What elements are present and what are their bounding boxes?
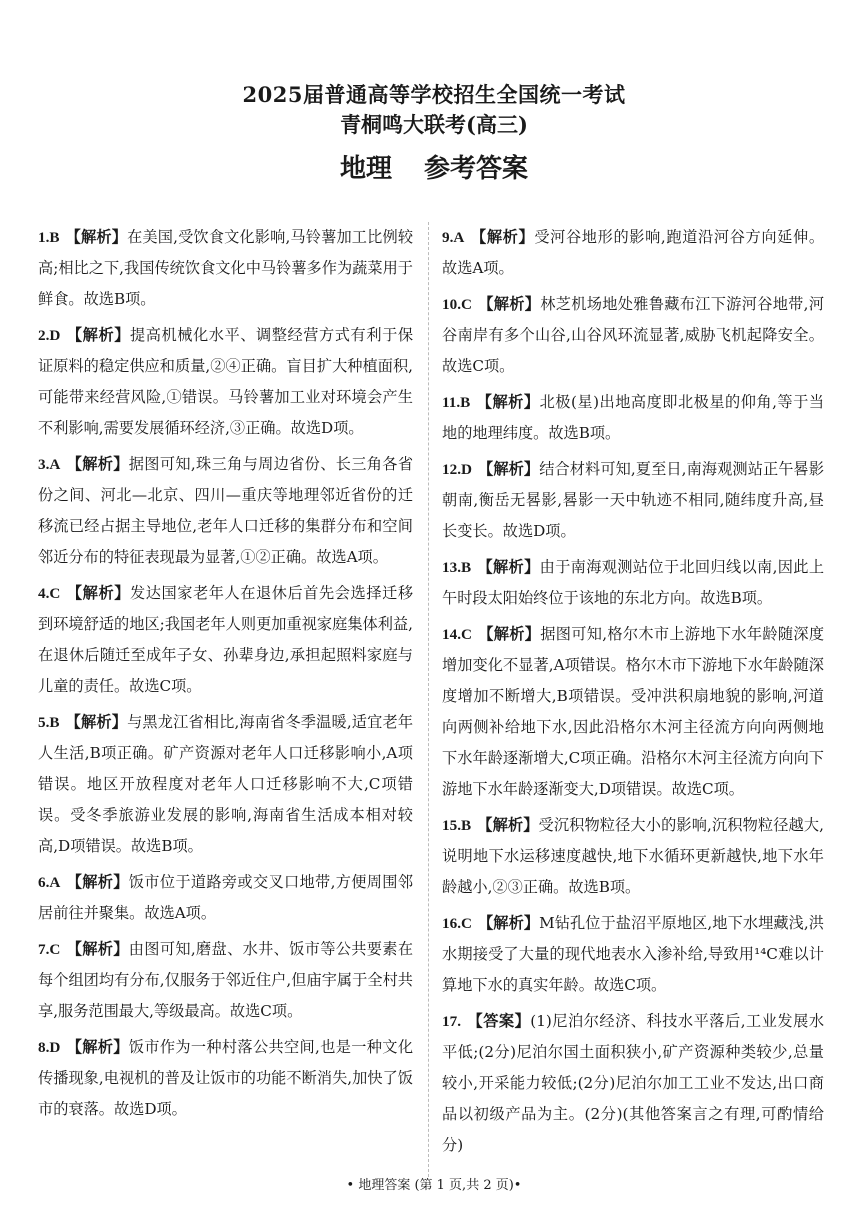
answer-choice: C [49, 941, 61, 958]
answer-choice: A [49, 874, 61, 891]
explanation-text: 与黑龙江省相比,海南省冬季温暖,适宜老年人生活,B项正确。矿产资源对老年人口迁移影响小,A项错误。地区开放程度对老年人口迁移影响不大,C项错误。受冬季旅游业发展的影响,海南省生活成本相对较高,D项错误。故选B项。 [38, 713, 414, 855]
analysis-tag: 【解析】 [66, 873, 129, 891]
answer-choice: A [453, 229, 465, 246]
explanation-text: 受河谷地形的影响,跑道沿河谷方向延伸。故选A项。 [442, 228, 825, 277]
analysis-tag: 【解析】 [66, 1038, 129, 1056]
analysis-tag: 【解析】 [477, 460, 540, 478]
answer-choice: C [460, 626, 472, 643]
explanation-text: 据图可知,珠三角与周边省份、长三角各省份之间、河北—北京、四川—重庆等地理邻近省份的迁移流已经占据主导地位,老年人口迁移的集群分布和空间邻近分布的特征表现最为显著,①②正确。故选A项。 [38, 455, 414, 566]
page-footer: • 地理答案 (第 1 页,共 2 页)• [346, 1178, 522, 1193]
question-number: 2. [38, 327, 50, 344]
answer-item [442, 908, 824, 1001]
question-number: 12. [442, 461, 461, 478]
question-number: 3. [38, 456, 50, 473]
answer-item [38, 707, 413, 862]
answer-item [38, 1032, 413, 1125]
analysis-tag: 【解析】 [66, 455, 129, 473]
answer-key-label: 参考答案 [424, 154, 529, 184]
explanation-text: 结合材料可知,夏至日,南海观测站正午晷影朝南,衡岳无晷影,晷影一天中轨迹不相同,随纬度升高,昼长变长。故选D项。 [442, 460, 825, 540]
question-number: 14. [442, 626, 461, 643]
question-number: 5. [38, 714, 50, 731]
explanation-text: 饭市作为一种村落公共空间,也是一种文化传播现象,电视机的普及让饭市的功能不断消失,加快了饭市的衰落。故选D项。 [38, 1038, 414, 1118]
question-number: 8. [38, 1039, 50, 1056]
explanation-text: 由图可知,磨盘、水井、饭市等公共要素在每个组团均有分布,仅服务于邻近住户,但庙宇属于全村共享,服务范围最大,等级最高。故选C项。 [38, 940, 414, 1020]
explanation-text: 北极(星)出地高度即北极星的仰角,等于当地的地理纬度。故选B项。 [442, 393, 825, 442]
answer-choice: B [460, 394, 471, 411]
analysis-tag: 【解析】 [477, 558, 540, 576]
explanation-text: 提高机械化水平、调整经营方式有利于保证原料的稳定供应和质量,②④正确。盲目扩大种植面积,可能带来经营风险,①错误。马铃薯加工业对环境会产生不利影响,需要发展循环经济,③正确。故选D项。 [38, 326, 414, 437]
analysis-tag: 【解析】 [66, 584, 130, 602]
analysis-tag: 【解析】 [65, 228, 128, 246]
document-header [0, 80, 868, 188]
question-number: 6. [38, 874, 50, 891]
analysis-tag: 【解析】 [476, 393, 540, 411]
analysis-tag: 【解析】 [66, 326, 130, 344]
section-title [0, 150, 868, 188]
answer-choice: D [49, 1039, 61, 1056]
answer-item [442, 454, 824, 547]
analysis-tag: 【解析】 [477, 625, 541, 643]
answer-choice: D [49, 327, 61, 344]
answer-item [442, 810, 824, 903]
answer-choice: C [49, 585, 61, 602]
question-number: 11. [442, 394, 461, 411]
answer-item [442, 1006, 824, 1161]
answer-item [442, 289, 824, 382]
explanation-text: 据图可知,格尔木市上游地下水年龄随深度增加变化不显著,A项错误。格尔木市下游地下水年龄随深度增加不断增大,B项错误。受冲洪积扇地貌的影响,河道向两侧补给地下水,因此沿格尔木河主径流方向向两侧地下水年龄逐渐增大,C项正确。沿格尔木河主径流方向向下游地下水年龄逐渐变大,D项错误。故选C项。 [442, 625, 825, 798]
answer-choice: B [460, 817, 472, 834]
right-column [442, 222, 824, 1166]
explanation-text: 发达国家老年人在退休后首先会选择迁移到环境舒适的地区;我国老年人则更加重视家庭集体利益,在退休后随迁至成年子女、孙辈身边,承担起照料家庭与儿童的责任。故选C项。 [38, 584, 414, 695]
answer-choice: C [460, 296, 472, 313]
analysis-tag: 【答案】 [466, 1012, 531, 1030]
answer-choice: C [460, 915, 472, 932]
subject-label: 地理 [339, 154, 392, 184]
answer-choice: D [460, 461, 472, 478]
analysis-tag: 【解析】 [477, 914, 540, 932]
answer-choice: A [49, 456, 61, 473]
question-number: 1. [38, 229, 50, 246]
analysis-tag: 【解析】 [477, 816, 539, 834]
question-number: 15. [442, 817, 461, 834]
column-divider [428, 222, 429, 1177]
question-number: 7. [38, 941, 50, 958]
explanation-text: 由于南海观测站位于北回归线以南,因此上午时段太阳始终位于该地的东北方向。故选B项。 [442, 558, 825, 607]
exam-title: 2025届普通高等学校招生全国统一考试 [242, 82, 626, 107]
answer-item [38, 934, 413, 1027]
explanation-text: M钻孔位于盐沼平原地区,地下水埋藏浅,洪水期接受了大量的现代地表水入渗补给,导致用¹⁴C难以计算地下水的真实年龄。故选C项。 [442, 914, 824, 994]
answer-item [442, 619, 824, 805]
answer-item [38, 222, 413, 315]
answer-item [38, 578, 413, 702]
explanation-text: 在美国,受饮食文化影响,马铃薯加工比例较高;相比之下,我国传统饮食文化中马铃薯多作为蔬菜用于鲜食。故选B项。 [38, 228, 414, 308]
explanation-text: 饭市位于道路旁或交叉口地带,方便周围邻居前往并聚集。故选A项。 [38, 873, 414, 922]
question-number: 4. [38, 585, 50, 602]
explanation-text: 林芝机场地处雅鲁藏布江下游河谷地带,河谷南岸有多个山谷,山谷风环流显著,威胁飞机起降安全。故选C项。 [442, 295, 825, 375]
analysis-tag: 【解析】 [470, 228, 535, 246]
answer-item [442, 552, 824, 614]
answer-item [38, 867, 413, 929]
answer-item [38, 449, 413, 573]
analysis-tag: 【解析】 [66, 940, 129, 958]
answer-item [442, 222, 824, 284]
answer-choice: B [49, 229, 60, 246]
question-number: 13. [442, 559, 461, 576]
left-column [38, 222, 413, 1130]
question-number: 9. [442, 229, 454, 246]
question-number: 17. [442, 1013, 461, 1030]
answer-item [442, 387, 824, 449]
question-number: 16. [442, 915, 461, 932]
explanation-text: 受沉积物粒径大小的影响,沉积物粒径越大,说明地下水运移速度越快,地下水循环更新越快,地下水年龄越小,②③正确。故选B项。 [442, 816, 825, 896]
analysis-tag: 【解析】 [65, 713, 128, 731]
answer-choice: B [460, 559, 472, 576]
analysis-tag: 【解析】 [477, 295, 541, 313]
exam-subtitle: 青桐鸣大联考(高三) [340, 112, 528, 137]
explanation-text: (1)尼泊尔经济、科技水平落后,工业发展水平低;(2分)尼泊尔国土面积狭小,矿产资源种类较少,总量较小,开采能力较低;(2分)尼泊尔加工工业不发达,出口商品以初级产品为主。(2分)(其他答案言之有理,可酌情给分) [442, 1012, 825, 1154]
answer-item [38, 320, 413, 444]
question-number: 10. [442, 296, 461, 313]
answer-choice: B [49, 714, 60, 731]
